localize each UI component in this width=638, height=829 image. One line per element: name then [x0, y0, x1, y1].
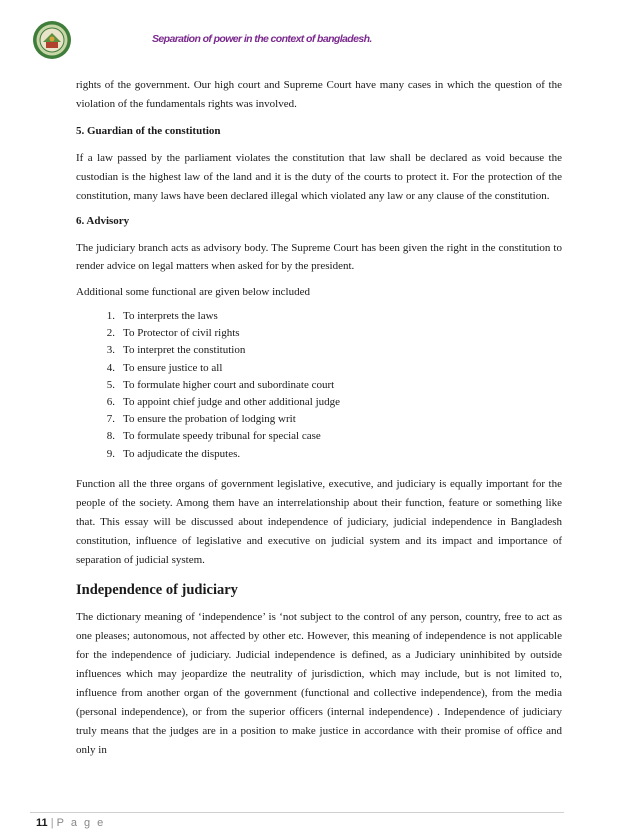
page-header — [30, 16, 610, 62]
list-item: 9. To adjudicate the disputes. — [106, 447, 241, 460]
list-item: 7. To ensure the probation of lodging writ — [106, 413, 296, 426]
page-footer — [36, 817, 105, 829]
paragraph-additional: Additional some functional are given below included — [76, 286, 310, 298]
page-label: P a g e — [56, 817, 106, 829]
footer-separator: | — [50, 817, 54, 829]
paragraph-independence: The dictionary meaning of ‘independence’ is ‘not subject to the control of any person, country, free to act as one pleases; autonomous, not affected by other etc. However, this meaning of independence is not applicable for the independence of judiciary. Judicial independence is defined, as a Judiciary uninhibited by outside influences which may jeopardize the neutrality of jurisdiction, which may include, but is not limited to, influence from another organ of the government (functional and collective independence), from the media (personal independence), or from the superior officers (internal independence) . Independence of judiciary truly means that the judges are in a position to make justice in accordance with their promise of office and only in — [76, 610, 562, 756]
list-item: 5. To formulate higher court and subordinate court — [106, 378, 335, 391]
list-item: 8. To formulate speedy tribunal for special case — [106, 430, 321, 443]
paragraph-guardian: If a law passed by the parliament violates the constitution that law shall be declared as void because the custodian is the highest law of the land and it is the duty of the courts to protect it. For the protection of the constitution, many laws have been declared illegal which violated any law or any clause of the constitution. — [76, 152, 562, 202]
page-number: 11 — [36, 817, 48, 829]
header-title: Separation of power in the context of bangladesh. — [152, 33, 372, 45]
university-seal-icon — [32, 20, 72, 60]
list-item: 2. To Protector of civil rights — [106, 327, 240, 340]
functions-list — [76, 308, 562, 463]
list-item: 1. To interprets the laws — [106, 310, 218, 322]
heading-independence: Independence of judiciary — [76, 581, 238, 598]
page-body — [76, 76, 562, 760]
paragraph-function: Function all the three organs of government legislative, executive, and judiciary is equally important for the people of the society. Among them have an interrelationship about their function, feature or something like that. This essay will be discussed about independence of judiciary, judicial independence in Bangladesh constitution, influence of legislative and executive on judicial system and its impact and importance of separation of judicial system. — [76, 477, 562, 566]
list-item: 6. To appoint chief judge and other additional judge — [106, 396, 341, 409]
list-item: 3. To interpret the constitution — [106, 344, 246, 357]
list-item: 4. To ensure justice to all — [106, 361, 223, 374]
heading-advisory: 6. Advisory — [76, 215, 130, 227]
paragraph-advisory: The judiciary branch acts as advisory body. The Supreme Court has been given the right in the constitution to render advice on legal matters when asked for by the president. — [76, 242, 562, 272]
footer-divider — [30, 812, 564, 813]
heading-guardian: 5. Guardian of the constitution — [76, 125, 221, 137]
paragraph-rights: rights of the government. Our high court and Supreme Court have many cases in which the question of the violation of the fundamentals rights was involved. — [76, 79, 562, 110]
